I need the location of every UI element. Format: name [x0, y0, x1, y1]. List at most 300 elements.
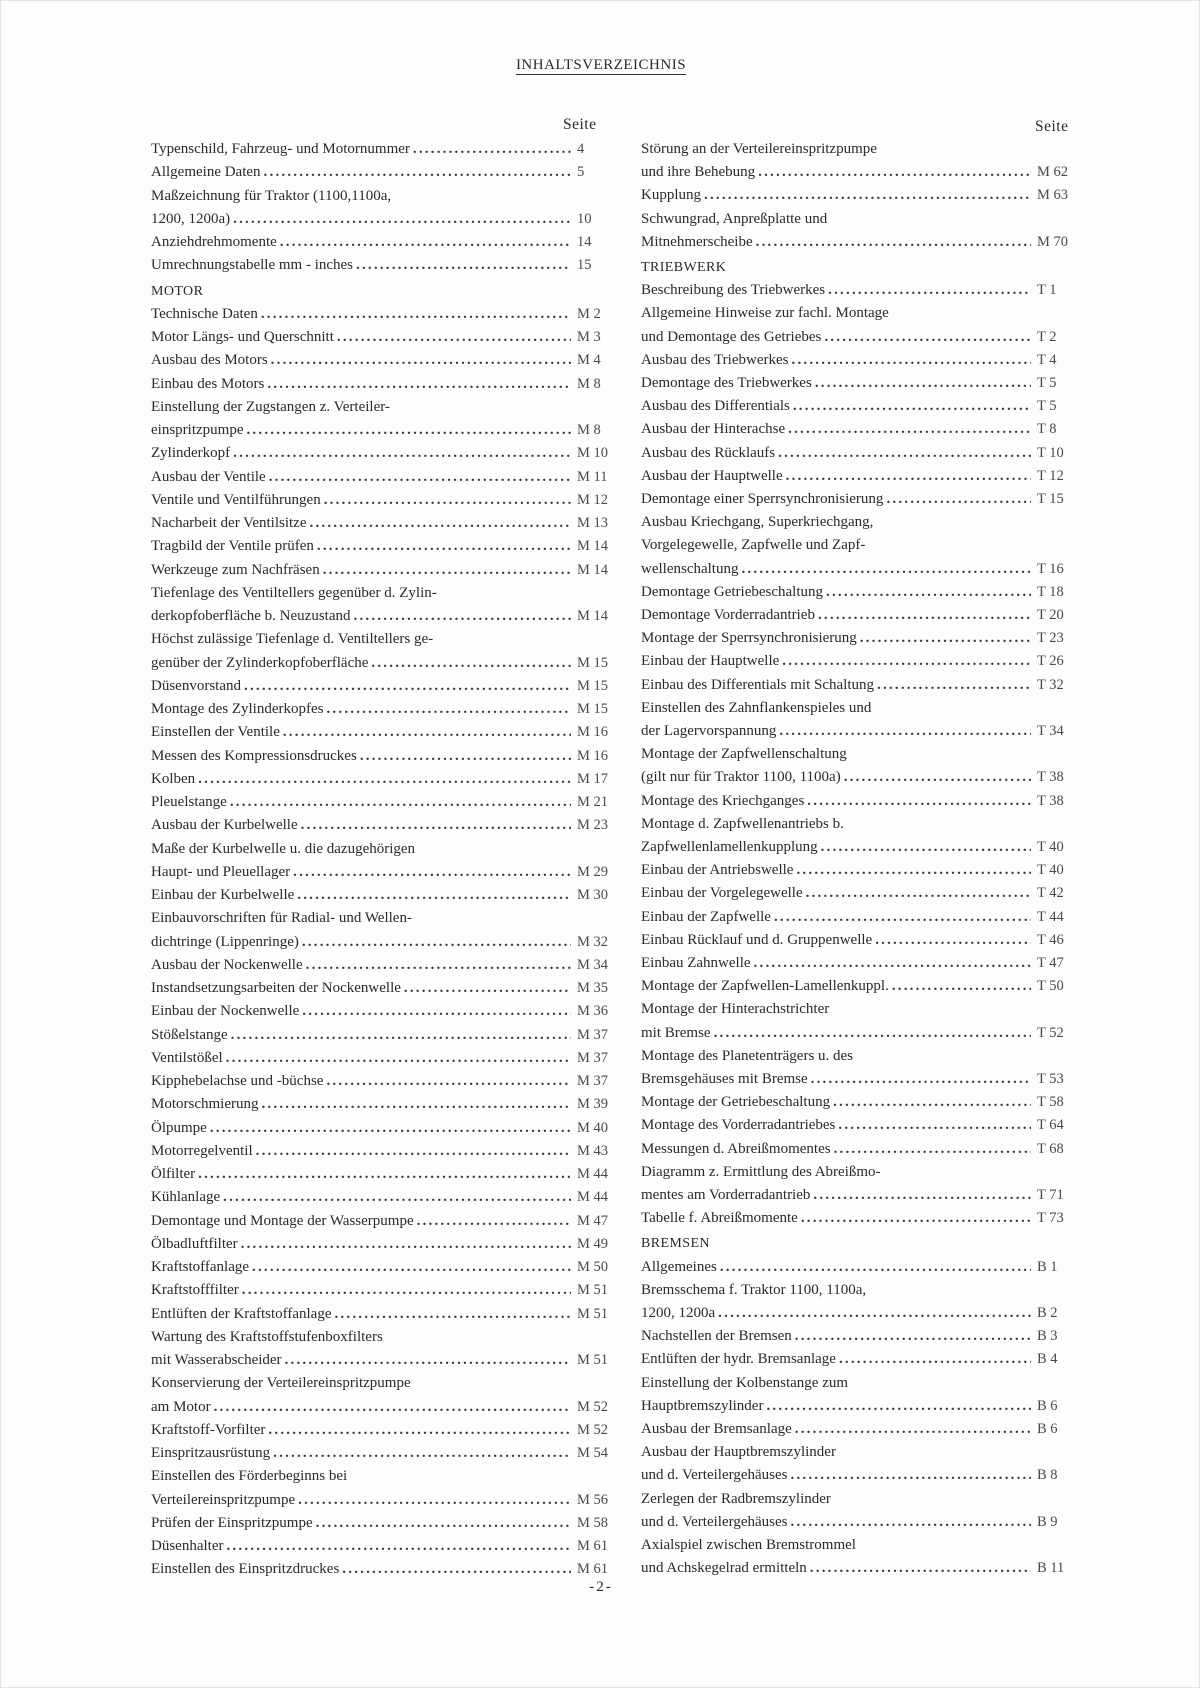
- dot-leader: [261, 1093, 571, 1116]
- toc-entry-title: Ausbau der Hinterachse: [641, 421, 786, 438]
- toc-entry-title: Motorschmierung: [151, 1096, 259, 1113]
- toc-entry: [641, 952, 1079, 975]
- toc-entry-title: und d. Verteilergehäuses: [641, 1467, 788, 1484]
- dot-leader: [269, 466, 571, 489]
- toc-entry: [641, 1256, 1079, 1279]
- dot-leader: [267, 373, 571, 396]
- toc-entry-page: M 3: [577, 329, 601, 345]
- dot-leader: [324, 489, 571, 512]
- toc-entry-title: wellenschaltung: [641, 560, 739, 577]
- toc-entry-title: Einstellen des Förderbeginns bei: [151, 1468, 348, 1485]
- toc-entry-page: B 4: [1037, 1351, 1058, 1368]
- toc-entry-page: M 12: [577, 491, 609, 508]
- toc-entry: [641, 836, 1079, 859]
- toc-entry: [641, 349, 1079, 372]
- toc-entry-title: Ausbau Kriechgang, Superkriechgang,: [641, 514, 874, 531]
- toc-entry-title: Bremsgehäuses mit Bremse: [641, 1071, 808, 1087]
- toc-entry-title: Haupt- und Pleuellager: [151, 863, 291, 880]
- dot-leader: [223, 1186, 571, 1209]
- toc-entry: [151, 1117, 619, 1140]
- dot-leader: [892, 975, 1031, 998]
- toc-entry: [151, 231, 619, 254]
- toc-entry-page: 4: [577, 141, 585, 157]
- toc-entry-title: Demontage und Montage der Wasserpumpe: [151, 1212, 414, 1229]
- toc-entry-title: Einstellen des Zahnflankenspieles und: [641, 699, 872, 716]
- toc-entry-page: T 64: [1037, 1117, 1064, 1134]
- dot-leader: [806, 882, 1031, 905]
- dot-leader: [323, 559, 571, 582]
- dot-leader: [792, 349, 1032, 372]
- toc-entry-page: T 38: [1037, 792, 1064, 809]
- toc-entry-title: Montage der Hinterachstrichter: [641, 1001, 830, 1018]
- toc-entry-page: M 37: [577, 1049, 609, 1066]
- dot-leader: [256, 1140, 571, 1163]
- toc-entry-title: und ihre Behebung: [641, 164, 756, 181]
- toc-entry: [151, 1186, 619, 1209]
- dot-leader: [417, 1210, 571, 1233]
- toc-entry: [641, 1068, 1079, 1091]
- toc-entry: [641, 1511, 1079, 1534]
- toc-entry: [151, 1442, 619, 1465]
- toc-entry: [151, 1093, 619, 1116]
- toc-entry: [151, 954, 619, 977]
- toc-entry-title: Düsenvorstand: [151, 677, 241, 694]
- dot-leader: [758, 161, 1031, 184]
- dot-leader: [246, 419, 571, 442]
- dot-leader: [210, 1117, 571, 1140]
- toc-entry-page: B 6: [1037, 1421, 1058, 1437]
- dot-leader: [404, 977, 571, 1000]
- toc-entry: [641, 1395, 1079, 1418]
- toc-entry-page: T 18: [1037, 583, 1064, 600]
- dot-leader: [704, 184, 1031, 207]
- toc-entry-title: Montage der Sperrsynchronisierung: [641, 630, 857, 647]
- toc-entry-page: M 37: [577, 1073, 609, 1089]
- dot-leader: [788, 418, 1031, 441]
- toc-entry-title: Höchst zulässige Tiefenlage d. Ventiltellers ge-: [151, 631, 434, 648]
- page-title-text: INHALTSVERZEICHNIS: [515, 57, 687, 73]
- toc-entry-page: M 51: [577, 1352, 609, 1368]
- toc-entry-title: Messen des Kompressionsdruckes: [151, 747, 357, 764]
- toc-entry-title: Umrechnungstabelle mm - inches: [151, 257, 354, 274]
- toc-entry: [641, 1045, 1079, 1068]
- toc-entry: [151, 768, 619, 791]
- toc-entry-title: Einbau der Antriebswelle: [641, 862, 794, 879]
- toc-entry-title: Bremsschema f. Traktor 1100, 1100a,: [641, 1281, 867, 1298]
- toc-entry: [151, 512, 619, 535]
- toc-entry-page: M 58: [577, 1514, 609, 1531]
- toc-entry-title: und d. Verteilergehäuses: [641, 1513, 788, 1530]
- dot-leader: [226, 1535, 571, 1558]
- dot-leader: [371, 652, 571, 675]
- dot-leader: [886, 488, 1031, 511]
- toc-entry: [151, 1047, 619, 1070]
- toc-entry-title: Ausbau des Motors: [151, 352, 268, 369]
- dot-leader: [302, 931, 571, 954]
- toc-entry-page: M 61: [577, 1561, 609, 1578]
- toc-entry: [151, 1163, 619, 1186]
- toc-entry: [641, 326, 1079, 349]
- dot-leader: [844, 766, 1031, 789]
- toc-entry-title: Kupplung: [641, 187, 701, 204]
- toc-entry-page: M 4: [577, 352, 601, 369]
- toc-entry-page: M 43: [577, 1142, 609, 1159]
- toc-entry: [151, 1349, 619, 1372]
- toc-entry-title: Verteilereinspritzpumpe: [151, 1491, 296, 1508]
- toc-entry-page: B 6: [1037, 1397, 1058, 1414]
- dot-leader: [795, 1418, 1031, 1441]
- dot-leader: [273, 1442, 571, 1465]
- toc-entry-page: M 52: [577, 1421, 609, 1438]
- toc-entry: [641, 581, 1079, 604]
- toc-entry-page: M 14: [577, 608, 609, 624]
- toc-entry-title: Nachstellen der Bremsen: [641, 1328, 792, 1345]
- toc-entry: [151, 466, 619, 489]
- toc-entry: [641, 1161, 1079, 1184]
- toc-entry-title: Ausbau des Differentials: [641, 398, 790, 415]
- toc-entry: [151, 652, 619, 675]
- toc-entry: [151, 1070, 619, 1093]
- dot-leader: [231, 1024, 571, 1047]
- seite-label-right: Seite: [1035, 118, 1069, 135]
- dot-leader: [310, 512, 572, 535]
- toc-entry-page: M 39: [577, 1096, 609, 1113]
- toc-entry-title: Einstellung der Zugstangen z. Verteiler-: [151, 398, 390, 415]
- toc-entry: [641, 906, 1079, 929]
- toc-entry-page: M 49: [577, 1235, 609, 1252]
- toc-entry: [641, 1138, 1079, 1161]
- toc-entry-title: Demontage Vorderradantrieb: [641, 607, 815, 623]
- toc-entry: [641, 674, 1079, 697]
- toc-entry-title: Ölpumpe: [151, 1119, 207, 1136]
- toc-entry-title: mit Bremse: [641, 1024, 711, 1041]
- toc-entry-title: Hauptbremszylinder: [641, 1397, 764, 1414]
- toc-entry-page: T 1: [1037, 282, 1057, 299]
- toc-entry-page: M 54: [577, 1445, 609, 1461]
- toc-entry: [641, 1184, 1079, 1207]
- dot-leader: [838, 1114, 1031, 1137]
- toc-entry: [641, 697, 1079, 720]
- toc-entry-title: Ausbau des Triebwerkes: [641, 351, 789, 368]
- toc-entry: [151, 254, 619, 277]
- toc-entry-page: M 13: [577, 515, 609, 531]
- toc-entry-page: B 8: [1037, 1467, 1058, 1484]
- toc-entry-page: M 15: [577, 654, 609, 671]
- toc-entry-title: Pleuelstange: [151, 794, 227, 810]
- toc-entry-page: 14: [577, 234, 592, 250]
- toc-entry: [151, 442, 619, 465]
- toc-entry: [641, 998, 1079, 1021]
- toc-entry: [641, 184, 1079, 207]
- toc-entry-page: M 44: [577, 1166, 609, 1182]
- toc-entry-page: M 61: [577, 1538, 609, 1554]
- dot-leader: [718, 1302, 1031, 1325]
- dot-leader: [317, 535, 571, 558]
- dot-leader: [233, 442, 571, 465]
- dot-leader: [342, 1558, 571, 1581]
- dot-leader: [756, 231, 1031, 254]
- toc-entry-title: Einbau der Zapfwelle: [641, 908, 771, 925]
- toc-entry-title: Demontage des Triebwerkes: [641, 375, 812, 391]
- toc-entry-page: M 56: [577, 1491, 609, 1508]
- toc-entry-title: Einbau Zahnwelle: [641, 955, 751, 971]
- toc-entry: [151, 1326, 619, 1349]
- toc-entry-page: 5: [577, 164, 585, 181]
- toc-entry: [151, 1140, 619, 1163]
- toc-entry-page: B 2: [1037, 1305, 1058, 1321]
- toc-entry: [151, 185, 619, 208]
- toc-entry-page: M 29: [577, 863, 609, 880]
- toc-entry-title: Düsenhalter: [151, 1538, 224, 1554]
- toc-entry: [151, 373, 619, 396]
- toc-entry-page: M 36: [577, 1003, 609, 1020]
- toc-entry-title: Kipphebelachse und -büchse: [151, 1073, 324, 1089]
- toc-entry-title: Mitnehmerscheibe: [641, 233, 753, 250]
- toc-entry-page: T 40: [1037, 862, 1064, 879]
- toc-entry: [641, 766, 1079, 789]
- toc-entry-title: Kraftstoff-Vorfilter: [151, 1421, 266, 1438]
- toc-entry-page: T 71: [1037, 1187, 1064, 1203]
- dot-leader: [796, 859, 1031, 882]
- dot-leader: [413, 138, 571, 161]
- toc-entry-page: T 16: [1037, 560, 1064, 577]
- dot-leader: [811, 1068, 1031, 1091]
- toc-entry-title: Messungen d. Abreißmomentes: [641, 1140, 831, 1157]
- toc-entry-title: Ausbau der Bremsanlage: [641, 1421, 792, 1437]
- toc-entry-title: Maße der Kurbelwelle u. die dazugehörigen: [151, 840, 416, 857]
- toc-entry: [641, 743, 1079, 766]
- dot-leader: [214, 1396, 571, 1419]
- toc-entry: [641, 604, 1079, 627]
- dot-leader: [810, 1557, 1031, 1580]
- toc-entry-page: T 42: [1037, 885, 1064, 902]
- toc-entry-page: 10: [577, 210, 592, 227]
- toc-entry: [151, 838, 619, 861]
- toc-entry: [641, 1557, 1079, 1580]
- dot-leader: [766, 1395, 1031, 1418]
- toc-entry-page: M 34: [577, 956, 609, 973]
- toc-entry-page: M 30: [577, 887, 609, 903]
- toc-entry-page: M 15: [577, 701, 609, 717]
- toc-entry-title: Einstellen der Ventile: [151, 724, 280, 741]
- toc-entry: [151, 1419, 619, 1442]
- toc-entry-page: T 15: [1037, 491, 1064, 507]
- toc-entry: [151, 1210, 619, 1233]
- toc-entry-title: genüber der Zylinderkopfoberfläche: [151, 654, 369, 671]
- dot-leader: [860, 627, 1031, 650]
- toc-entry-page: M 8: [577, 375, 601, 392]
- toc-entry-title: (gilt nur für Traktor 1100, 1100a): [641, 769, 841, 786]
- toc-entry: [641, 1418, 1079, 1441]
- dot-leader: [807, 790, 1031, 813]
- toc-entry-page: T 10: [1037, 444, 1064, 461]
- toc-entry-title: Stößelstange: [151, 1026, 228, 1043]
- toc-entry: [151, 1000, 619, 1023]
- toc-entry: [641, 859, 1079, 882]
- toc-entry-page: B 11: [1037, 1560, 1065, 1577]
- toc-entry-title: Ölfilter: [151, 1166, 196, 1182]
- toc-entry-title: Einbau Rücklauf und d. Gruppenwelle: [641, 931, 873, 948]
- toc-entry-page: M 21: [577, 794, 609, 810]
- dot-leader: [356, 254, 571, 277]
- toc-entry-page: T 73: [1037, 1210, 1064, 1227]
- dot-leader: [283, 721, 571, 744]
- toc-entry-title: Ausbau des Rücklaufs: [641, 444, 776, 461]
- toc-entry-title: Allgemeine Hinweise zur fachl. Montage: [641, 305, 889, 322]
- toc-entry: [641, 1348, 1079, 1371]
- dot-leader: [198, 768, 571, 791]
- toc-entry: [151, 1279, 619, 1302]
- toc-entry-page: M 11: [577, 468, 608, 485]
- toc-entry: [151, 559, 619, 582]
- toc-entry: [641, 231, 1079, 254]
- toc-entry-title: Einstellung der Kolbenstange zum: [641, 1374, 849, 1391]
- dot-leader: [786, 465, 1031, 488]
- dot-leader: [261, 303, 571, 326]
- dot-leader: [774, 906, 1031, 929]
- toc-entry-title: Axialspiel zwischen Bremstrommel: [641, 1537, 856, 1553]
- toc-entry: [641, 1441, 1079, 1464]
- toc-entry-page: T 2: [1037, 328, 1057, 345]
- toc-entry: [641, 534, 1079, 557]
- dot-leader: [877, 674, 1031, 697]
- toc-entry: [151, 861, 619, 884]
- toc-entry-title: Ausbau der Hauptwelle: [641, 467, 783, 484]
- toc-entry-title: mit Wasserabscheider: [151, 1352, 282, 1368]
- toc-entry-title: Entlüften der hydr. Bremsanlage: [641, 1351, 836, 1368]
- toc-entry-title: dichtringe (Lippenringe): [151, 933, 299, 950]
- toc-entry: [151, 396, 619, 419]
- toc-entry-title: Prüfen der Einspritzpumpe: [151, 1514, 313, 1531]
- toc-entry-title: Zerlegen der Radbremszylinder: [641, 1490, 831, 1507]
- toc-entry-title: Zapfwellenlamellenkupplung: [641, 839, 818, 855]
- toc-entry-page: M 15: [577, 677, 609, 694]
- toc-entry: [641, 929, 1079, 952]
- dot-leader: [821, 836, 1031, 859]
- toc-entry: [151, 884, 619, 907]
- dot-leader: [813, 1184, 1031, 1207]
- toc-entry-title: Diagramm z. Ermittlung des Abreißmo-: [641, 1163, 881, 1180]
- toc-entry-title: Motorregelventil: [151, 1142, 253, 1159]
- toc-entry: [151, 349, 619, 372]
- toc-entry: [151, 1396, 619, 1419]
- toc-entry-page: B 9: [1037, 1513, 1058, 1530]
- dot-leader: [302, 1000, 571, 1023]
- dot-leader: [801, 1207, 1031, 1230]
- toc-entry-page: T 4: [1037, 351, 1057, 368]
- toc-entry-page: T 52: [1037, 1024, 1064, 1041]
- toc-entry: [151, 1024, 619, 1047]
- toc-entry-title: Ausbau der Kurbelwelle: [151, 817, 298, 834]
- toc-entry-title: Typenschild, Fahrzeug- und Motornummer: [151, 141, 410, 157]
- toc-entry-title: Technische Daten: [151, 305, 258, 322]
- toc-entry-page: M 51: [577, 1305, 609, 1322]
- toc-entry: [641, 650, 1079, 673]
- dot-leader: [834, 1138, 1031, 1161]
- toc-entry-page: M 40: [577, 1119, 609, 1136]
- toc-entry-title: Einbauvorschriften für Radial- und Wellen-: [151, 910, 412, 927]
- toc-entry: [151, 605, 619, 628]
- dot-leader: [714, 1022, 1031, 1045]
- toc-entry-page: T 5: [1037, 375, 1057, 391]
- toc-entry-title: Schwungrad, Anpreßplatte und: [641, 210, 828, 227]
- toc-entry: [151, 1233, 619, 1256]
- dot-leader: [198, 1163, 571, 1186]
- toc-entry-title: Einbau der Nockenwelle: [151, 1003, 300, 1020]
- toc-entry: [151, 208, 619, 231]
- toc-entry: [151, 582, 619, 605]
- toc-entry-page: T 53: [1037, 1071, 1064, 1087]
- toc-entry: [151, 745, 619, 768]
- toc-entry-title: derkopfoberfläche b. Neuzustand: [151, 608, 351, 624]
- dot-leader: [360, 745, 571, 768]
- toc-entry-title: Kühlanlage: [151, 1189, 221, 1206]
- toc-entry-title: Ventilstößel: [151, 1049, 223, 1066]
- toc-entry-title: Montage d. Zapfwellenantriebs b.: [641, 815, 844, 832]
- toc-entry-page: M 52: [577, 1398, 609, 1415]
- toc-entry-title: der Lagervorspannung: [641, 723, 777, 739]
- toc-entry-title: Entlüften der Kraftstoffanlage: [151, 1305, 332, 1322]
- toc-entry: [641, 975, 1079, 998]
- dot-leader: [720, 1256, 1031, 1279]
- toc-entry-title: Montage der Zapfwellen-Lamellenkuppl.: [641, 978, 889, 995]
- toc-entry-title: Allgemeine Daten: [151, 164, 261, 181]
- toc-entry: [641, 790, 1079, 813]
- dot-leader: [354, 605, 572, 628]
- dot-leader: [242, 1279, 571, 1302]
- toc-entry-title: mentes am Vorderradantrieb: [641, 1187, 811, 1203]
- dot-leader: [241, 1233, 571, 1256]
- toc-entry: [641, 208, 1079, 231]
- toc-entry-title: Werkzeuge zum Nachfräsen: [151, 561, 320, 578]
- dot-leader: [833, 1091, 1031, 1114]
- dot-leader: [306, 954, 571, 977]
- toc-entry-title: Nacharbeit der Ventilsitze: [151, 515, 307, 531]
- dot-leader: [828, 279, 1031, 302]
- toc-entry: [641, 882, 1079, 905]
- toc-entry-title: Einbau des Differentials mit Schaltung: [641, 676, 875, 693]
- dot-leader: [264, 161, 571, 184]
- toc-entry-title: Einbau des Motors: [151, 375, 265, 392]
- toc-entry: [641, 372, 1079, 395]
- toc-entry: [151, 814, 619, 837]
- toc-entry: [641, 627, 1079, 650]
- toc-entry-page: M 17: [577, 770, 609, 787]
- dot-leader: [826, 581, 1031, 604]
- dot-leader: [297, 884, 571, 907]
- toc-entry: [151, 698, 619, 721]
- dot-leader: [818, 604, 1031, 627]
- toc-entry-title: Demontage einer Sperrsynchronisierung: [641, 491, 884, 507]
- toc-entry-title: Einbau der Kurbelwelle: [151, 887, 295, 903]
- dot-leader: [791, 1464, 1032, 1487]
- dot-leader: [301, 814, 571, 837]
- toc-entry-page: T 40: [1037, 839, 1064, 855]
- toc-entry: [151, 161, 619, 184]
- toc-entry-page: T 44: [1037, 908, 1064, 925]
- toc-entry-page: M 23: [577, 817, 609, 834]
- toc-entry-title: Einstellen des Einspritzdruckes: [151, 1561, 340, 1578]
- toc-entry-page: B 3: [1037, 1328, 1058, 1345]
- dot-leader: [793, 395, 1031, 418]
- page-title: [1, 57, 1200, 74]
- toc-entry-title: Montage des Planetenträgers u. des: [641, 1047, 854, 1064]
- dot-leader: [824, 326, 1031, 349]
- dot-leader: [754, 952, 1031, 975]
- toc-entry-page: T 46: [1037, 931, 1064, 948]
- toc-entry-title: Montage der Getriebeschaltung: [641, 1094, 831, 1111]
- toc-entry: [151, 1535, 619, 1558]
